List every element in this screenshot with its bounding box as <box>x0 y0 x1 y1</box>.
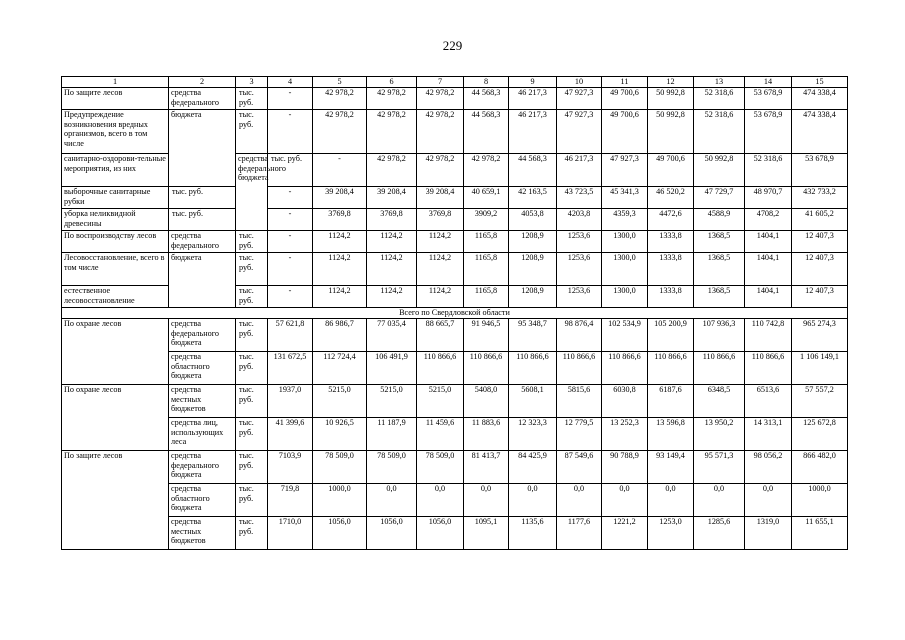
value-cell: 110 866,6 <box>648 352 694 385</box>
value-cell: 50 992,8 <box>648 88 694 110</box>
unit-cell: тыс. руб. <box>236 88 268 110</box>
value-cell: 1404,1 <box>745 231 792 253</box>
value-cell: 5215,0 <box>417 385 464 418</box>
value-cell: 1333,8 <box>648 253 694 286</box>
value-cell: 46 217,3 <box>509 88 557 110</box>
value-cell: 1937,0 <box>268 385 313 418</box>
value-cell: 84 425,9 <box>509 451 557 484</box>
column-number-cell: 5 <box>313 77 367 88</box>
total-cell: 11 655,1 <box>792 517 848 550</box>
value-cell: 46 520,2 <box>648 187 694 209</box>
value-cell: 1253,6 <box>557 286 602 308</box>
value-cell: 5215,0 <box>367 385 417 418</box>
funding-source-cell: средства местных бюджетов <box>169 517 236 550</box>
value-cell: 1124,2 <box>417 231 464 253</box>
value-cell: 1368,5 <box>694 231 745 253</box>
value-cell: 10 926,5 <box>313 418 367 451</box>
value-cell: 40 659,1 <box>464 187 509 209</box>
value-cell: 1404,1 <box>745 286 792 308</box>
value-cell: 1124,2 <box>313 286 367 308</box>
total-cell: 1 106 149,1 <box>792 352 848 385</box>
column-number-cell: 8 <box>464 77 509 88</box>
value-cell: 14 313,1 <box>745 418 792 451</box>
value-cell: 44 568,3 <box>464 88 509 110</box>
value-cell: 1056,0 <box>367 517 417 550</box>
value-cell: 39 208,4 <box>417 187 464 209</box>
unit-cell: тыс. руб. <box>236 385 268 418</box>
value-cell: 95 348,7 <box>509 319 557 352</box>
value-cell: 1124,2 <box>313 231 367 253</box>
row-name-cell: По воспроизводству лесов <box>62 231 169 253</box>
value-cell: 52 318,6 <box>694 88 745 110</box>
funding-source-cell: бюджета <box>169 110 236 187</box>
table-row <box>62 209 848 231</box>
value-cell: 77 035,4 <box>367 319 417 352</box>
value-cell: 4708,2 <box>745 209 792 231</box>
total-cell: 12 407,3 <box>792 286 848 308</box>
value-cell: 4472,6 <box>648 209 694 231</box>
value-cell: 719,8 <box>268 484 313 517</box>
value-cell: 1300,0 <box>602 253 648 286</box>
funding-source-cell: средства федерального <box>169 231 236 253</box>
value-cell: 11 459,6 <box>417 418 464 451</box>
value-cell: 1221,2 <box>602 517 648 550</box>
budget-table <box>61 76 848 550</box>
value-cell: 95 571,3 <box>694 451 745 484</box>
value-cell: - <box>313 154 367 187</box>
value-cell: 6187,6 <box>648 385 694 418</box>
table-row <box>62 253 848 286</box>
table-row <box>62 484 848 517</box>
value-cell: 110 866,6 <box>417 352 464 385</box>
column-number-cell: 4 <box>268 77 313 88</box>
row-name-cell: выборочные санитарные рубки <box>62 187 169 209</box>
value-cell: 1056,0 <box>417 517 464 550</box>
value-cell: 110 866,6 <box>602 352 648 385</box>
row-name-cell: естественное лесовосстановление <box>62 286 169 308</box>
value-cell: 45 341,3 <box>602 187 648 209</box>
column-number-cell: 9 <box>509 77 557 88</box>
value-cell: 50 992,8 <box>694 154 745 187</box>
value-cell: 0,0 <box>367 484 417 517</box>
value-cell: 42 978,2 <box>417 110 464 154</box>
table-row <box>62 451 848 484</box>
total-cell: 12 407,3 <box>792 253 848 286</box>
value-cell: 1124,2 <box>367 231 417 253</box>
value-cell: 78 509,0 <box>367 451 417 484</box>
value-cell: 42 978,2 <box>367 154 417 187</box>
total-cell: 1000,0 <box>792 484 848 517</box>
value-cell: 53 678,9 <box>745 110 792 154</box>
value-cell: 3769,8 <box>417 209 464 231</box>
value-cell: 131 672,5 <box>268 352 313 385</box>
column-number-cell: 13 <box>694 77 745 88</box>
table-row <box>62 385 848 418</box>
value-cell: 1124,2 <box>417 286 464 308</box>
value-cell: 1095,1 <box>464 517 509 550</box>
unit-cell: тыс. руб. <box>236 352 268 385</box>
value-cell: 1124,2 <box>313 253 367 286</box>
value-cell: 41 399,6 <box>268 418 313 451</box>
value-cell: 5608,1 <box>509 385 557 418</box>
value-cell: 1208,9 <box>509 286 557 308</box>
value-cell: 42 978,2 <box>417 154 464 187</box>
value-cell: 0,0 <box>745 484 792 517</box>
value-cell: - <box>268 187 313 209</box>
value-cell: 5815,6 <box>557 385 602 418</box>
unit-cell: тыс. руб. <box>236 286 268 308</box>
value-cell: 47 729,7 <box>694 187 745 209</box>
value-cell: 81 413,7 <box>464 451 509 484</box>
value-cell: 105 200,9 <box>648 319 694 352</box>
value-cell: 102 534,9 <box>602 319 648 352</box>
table-row <box>62 88 848 110</box>
value-cell: 7103,9 <box>268 451 313 484</box>
unit-cell: тыс. руб. <box>236 517 268 550</box>
value-cell: 6348,5 <box>694 385 745 418</box>
value-cell: 1124,2 <box>417 253 464 286</box>
value-cell: 88 665,7 <box>417 319 464 352</box>
value-cell: 3909,2 <box>464 209 509 231</box>
value-cell: - <box>268 231 313 253</box>
value-cell: 1253,0 <box>648 517 694 550</box>
unit-cell: тыс. руб. <box>236 418 268 451</box>
value-cell: 110 866,6 <box>557 352 602 385</box>
table-row <box>62 231 848 253</box>
total-cell: 125 672,8 <box>792 418 848 451</box>
value-cell: 4588,9 <box>694 209 745 231</box>
column-number-cell: 12 <box>648 77 694 88</box>
value-cell: 0,0 <box>602 484 648 517</box>
value-cell: 1208,9 <box>509 231 557 253</box>
value-cell: 13 252,3 <box>602 418 648 451</box>
row-name-cell: уборка неликвидной древесины <box>62 209 169 231</box>
value-cell: - <box>268 253 313 286</box>
unit-cell: тыс. руб. <box>236 319 268 352</box>
value-cell: 39 208,4 <box>367 187 417 209</box>
row-name-cell: По охране лесов <box>62 385 169 451</box>
table-row <box>62 187 848 209</box>
value-cell: 42 978,2 <box>367 110 417 154</box>
value-cell: 43 723,5 <box>557 187 602 209</box>
section-title: Всего по Свердловской области <box>62 308 848 319</box>
value-cell: 44 568,3 <box>464 110 509 154</box>
value-cell: 42 163,5 <box>509 187 557 209</box>
value-cell: - <box>268 110 313 154</box>
value-cell: 3769,8 <box>313 209 367 231</box>
row-name-cell: По охране лесов <box>62 319 169 385</box>
unit-cell: тыс. руб. <box>236 451 268 484</box>
page-number: 229 <box>442 38 463 53</box>
unit-cell: тыс. руб. <box>236 231 268 253</box>
unit-cell: тыс. руб. <box>268 154 313 187</box>
column-number-cell: 7 <box>417 77 464 88</box>
value-cell: 87 549,6 <box>557 451 602 484</box>
funding-source-cell: средства лиц, использующих леса <box>169 418 236 451</box>
section-row <box>62 308 848 319</box>
funding-source-cell: бюджета <box>169 253 236 308</box>
value-cell: 0,0 <box>509 484 557 517</box>
column-number-cell: 1 <box>62 77 169 88</box>
value-cell: 48 970,7 <box>745 187 792 209</box>
value-cell: 1368,5 <box>694 253 745 286</box>
value-cell: 1177,6 <box>557 517 602 550</box>
value-cell: 110 866,6 <box>745 352 792 385</box>
unit-cell: тыс. руб. <box>169 187 236 209</box>
value-cell: 0,0 <box>648 484 694 517</box>
value-cell: 1056,0 <box>313 517 367 550</box>
value-cell: 98 056,2 <box>745 451 792 484</box>
value-cell: 0,0 <box>557 484 602 517</box>
value-cell: 0,0 <box>694 484 745 517</box>
value-cell: 46 217,3 <box>509 110 557 154</box>
row-name-cell: По защите лесов <box>62 88 169 110</box>
value-cell: 1333,8 <box>648 231 694 253</box>
total-cell: 57 557,2 <box>792 385 848 418</box>
value-cell: 6513,6 <box>745 385 792 418</box>
column-number-row <box>62 77 848 88</box>
value-cell: 78 509,0 <box>313 451 367 484</box>
value-cell: 110 742,8 <box>745 319 792 352</box>
total-cell: 866 482,0 <box>792 451 848 484</box>
value-cell: 93 149,4 <box>648 451 694 484</box>
funding-source-cell: средства областного бюджета <box>169 352 236 385</box>
total-cell: 965 274,3 <box>792 319 848 352</box>
value-cell: 107 936,3 <box>694 319 745 352</box>
value-cell: 42 978,2 <box>367 88 417 110</box>
value-cell: 98 876,4 <box>557 319 602 352</box>
column-number-cell: 3 <box>236 77 268 88</box>
table-row <box>62 517 848 550</box>
value-cell: 1165,8 <box>464 231 509 253</box>
value-cell: 53 678,9 <box>792 154 848 187</box>
value-cell: 52 318,6 <box>745 154 792 187</box>
value-cell: 47 927,3 <box>602 154 648 187</box>
value-cell: 13 596,8 <box>648 418 694 451</box>
column-number-cell: 14 <box>745 77 792 88</box>
value-cell: 110 866,6 <box>509 352 557 385</box>
value-cell: 90 788,9 <box>602 451 648 484</box>
value-cell: 47 927,3 <box>557 88 602 110</box>
value-cell: 1124,2 <box>367 286 417 308</box>
value-cell: 1165,8 <box>464 253 509 286</box>
funding-source-cell: средства федерального бюджета <box>169 319 236 352</box>
value-cell: 42 978,2 <box>313 88 367 110</box>
value-cell: 1404,1 <box>745 253 792 286</box>
value-cell: 0,0 <box>417 484 464 517</box>
value-cell: 86 986,7 <box>313 319 367 352</box>
column-number-cell: 6 <box>367 77 417 88</box>
column-number-cell: 11 <box>602 77 648 88</box>
value-cell: 12 779,5 <box>557 418 602 451</box>
value-cell: 49 700,6 <box>648 154 694 187</box>
value-cell: 1710,0 <box>268 517 313 550</box>
unit-cell: тыс. руб. <box>236 484 268 517</box>
value-cell: 46 217,3 <box>557 154 602 187</box>
value-cell: 4203,8 <box>557 209 602 231</box>
total-cell: 474 338,4 <box>792 110 848 154</box>
unit-cell: тыс. руб. <box>236 110 268 154</box>
value-cell: 1135,6 <box>509 517 557 550</box>
value-cell: 1300,0 <box>602 231 648 253</box>
value-cell: 44 568,3 <box>509 154 557 187</box>
value-cell: 1253,6 <box>557 231 602 253</box>
value-cell: 4359,3 <box>602 209 648 231</box>
unit-cell: тыс. руб. <box>169 209 236 231</box>
value-cell: 42 978,2 <box>464 154 509 187</box>
value-cell: 1000,0 <box>313 484 367 517</box>
value-cell: 1253,6 <box>557 253 602 286</box>
value-cell: 42 978,2 <box>417 88 464 110</box>
funding-source-cell: средства местных бюджетов <box>169 385 236 418</box>
value-cell: - <box>268 88 313 110</box>
value-cell: - <box>268 286 313 308</box>
value-cell: 39 208,4 <box>313 187 367 209</box>
value-cell: 78 509,0 <box>417 451 464 484</box>
column-number-cell: 15 <box>792 77 848 88</box>
row-name-cell: Предупреждение возникновения вредных организмов, всего в том числе <box>62 110 169 154</box>
value-cell: 53 678,9 <box>745 88 792 110</box>
value-cell: 1300,0 <box>602 286 648 308</box>
value-cell: 112 724,4 <box>313 352 367 385</box>
total-cell: 474 338,4 <box>792 88 848 110</box>
total-cell: 432 733,2 <box>792 187 848 209</box>
value-cell: 50 992,8 <box>648 110 694 154</box>
row-name-cell: По защите лесов <box>62 451 169 550</box>
table-row <box>62 319 848 352</box>
value-cell: 1165,8 <box>464 286 509 308</box>
value-cell: 91 946,5 <box>464 319 509 352</box>
funding-source-cell: средства федерального бюджета <box>169 451 236 484</box>
value-cell: 11 187,9 <box>367 418 417 451</box>
total-cell: 41 605,2 <box>792 209 848 231</box>
value-cell: 6030,8 <box>602 385 648 418</box>
value-cell: 0,0 <box>464 484 509 517</box>
value-cell: 110 866,6 <box>464 352 509 385</box>
value-cell: 42 978,2 <box>313 110 367 154</box>
value-cell: 5215,0 <box>313 385 367 418</box>
value-cell: 47 927,3 <box>557 110 602 154</box>
value-cell: 49 700,6 <box>602 88 648 110</box>
funding-source-cell: средства федерального <box>169 88 236 110</box>
value-cell: 1124,2 <box>367 253 417 286</box>
table-row <box>62 352 848 385</box>
value-cell: 5408,0 <box>464 385 509 418</box>
value-cell: 57 621,8 <box>268 319 313 352</box>
value-cell: 13 950,2 <box>694 418 745 451</box>
value-cell: 12 323,3 <box>509 418 557 451</box>
row-name-cell: Лесовосстановление, всего в том числе <box>62 253 169 286</box>
table-row <box>62 110 848 154</box>
value-cell: 52 318,6 <box>694 110 745 154</box>
total-cell: 12 407,3 <box>792 231 848 253</box>
value-cell: 1208,9 <box>509 253 557 286</box>
value-cell: 4053,8 <box>509 209 557 231</box>
unit-cell: тыс. руб. <box>236 253 268 286</box>
funding-source-cell: средства федерального бюджета <box>236 154 268 231</box>
value-cell: 1285,6 <box>694 517 745 550</box>
table-body <box>62 77 848 550</box>
column-number-cell: 10 <box>557 77 602 88</box>
funding-source-cell: средства областного бюджета <box>169 484 236 517</box>
value-cell: 3769,8 <box>367 209 417 231</box>
value-cell: 11 883,6 <box>464 418 509 451</box>
value-cell: 1368,5 <box>694 286 745 308</box>
value-cell: 110 866,6 <box>694 352 745 385</box>
value-cell: - <box>268 209 313 231</box>
value-cell: 1319,0 <box>745 517 792 550</box>
value-cell: 49 700,6 <box>602 110 648 154</box>
row-name-cell: санитарно-оздорови-тельные мероприятия, из них <box>62 154 169 187</box>
value-cell: 106 491,9 <box>367 352 417 385</box>
value-cell: 1333,8 <box>648 286 694 308</box>
table-row <box>62 418 848 451</box>
column-number-cell: 2 <box>169 77 236 88</box>
